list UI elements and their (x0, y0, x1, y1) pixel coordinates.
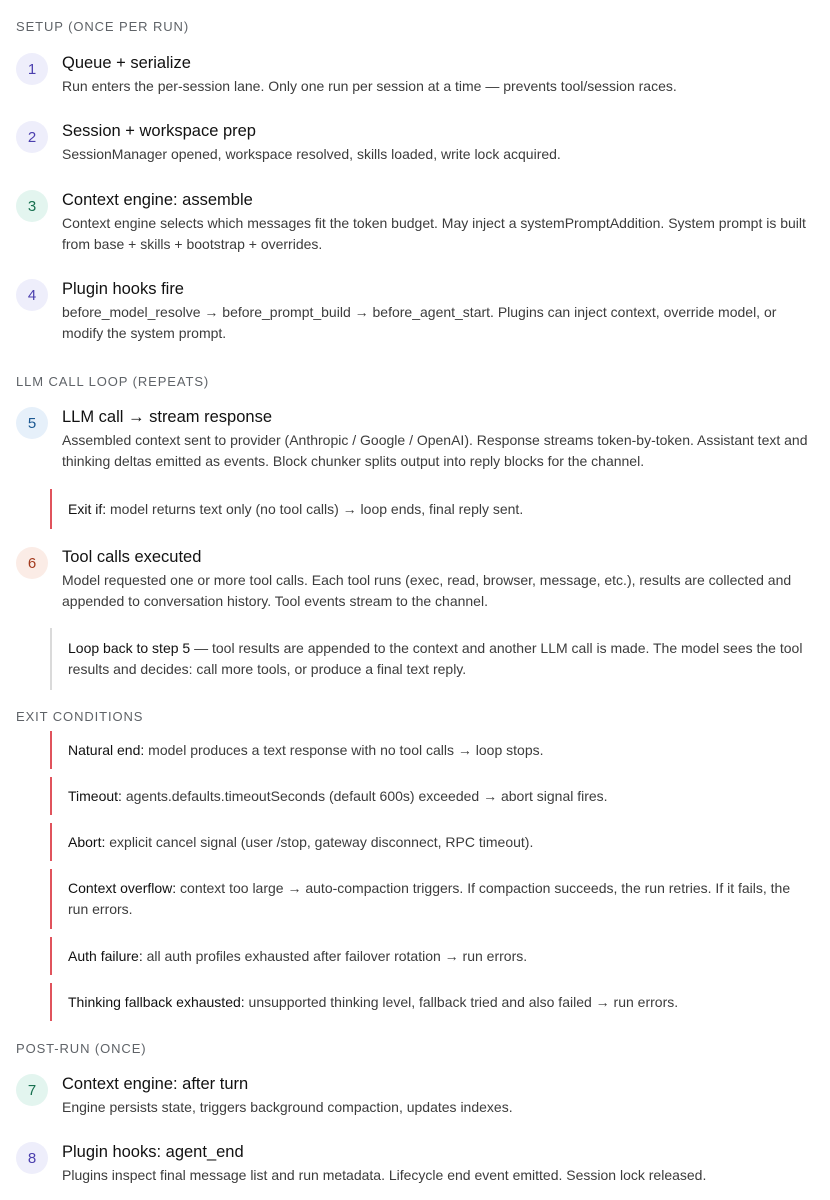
step-title: Context engine: after turn (62, 1075, 249, 1093)
section-title-loop: LLM CALL LOOP (REPEATS) (16, 374, 210, 389)
note-text: context too large → auto-compaction triggers. If compaction succeeds, the run retries. If it fails, the run errors. (68, 880, 791, 917)
step-title: Plugin hooks fire (62, 280, 184, 298)
step-description: Assembled context sent to provider (Anthropic / Google / OpenAI). Response streams token-by-token. Assistant text and thinking deltas emitted as events. Block chunker splits output into reply blocks for the channel. (62, 432, 808, 469)
step-badge: 4 (16, 279, 48, 311)
exit-condition-timeout (50, 777, 810, 815)
exit-condition-abort (50, 823, 810, 861)
step-badge: 6 (16, 547, 48, 579)
note-text: agents.defaults.timeoutSeconds (default 600s) exceeded → abort signal fires. (121, 787, 608, 804)
section-title-setup: SETUP (ONCE PER RUN) (16, 19, 190, 34)
exit-condition-auth-failure (50, 937, 810, 975)
note-text: unsupported thinking level, fallback tried and also failed → run errors. (244, 993, 679, 1010)
section-title-exit: EXIT CONDITIONS (16, 709, 144, 724)
step-description: SessionManager opened, workspace resolved, skills loaded, write lock acquired. (62, 146, 561, 162)
note-label: Context overflow: (68, 880, 177, 896)
note-text: explicit cancel signal (user /stop, gateway disconnect, RPC timeout). (105, 833, 534, 850)
note-label: Timeout: (68, 787, 122, 804)
note-label: Natural end: (68, 741, 145, 758)
step-title: Plugin hooks: agent_end (62, 1143, 244, 1161)
loop-back-note (50, 628, 810, 690)
section-title-post: POST-RUN (ONCE) (16, 1041, 147, 1056)
step-title: Session + workspace prep (62, 122, 256, 140)
step-badge: 5 (16, 407, 48, 439)
step-description: Model requested one or more tool calls. Each tool runs (exec, read, browser, message, etc.), results are collected and appended to conversation history. Tool events stream to the channel. (62, 572, 792, 609)
step-badge: 2 (16, 121, 48, 153)
step-title: LLM call → stream response (62, 408, 272, 426)
step-description: Engine persists state, triggers background compaction, updates indexes. (62, 1099, 513, 1115)
note-text: — tool results are appended to the context and another LLM call is made. The model sees the tool results and decides: call more tools, or produce a final text reply. (68, 640, 803, 677)
exit-condition-natural-end (50, 731, 810, 769)
note-label: Exit if: (68, 500, 107, 517)
step-title: Tool calls executed (62, 548, 202, 566)
step-description: before_model_resolve → before_prompt_build → before_agent_start. Plugins can inject context, override model, or modify the system prompt. (62, 304, 777, 341)
step-description: Plugins inspect final message list and run metadata. Lifecycle end event emitted. Session lock released. (62, 1167, 707, 1183)
exit-condition-context-overflow (50, 869, 810, 929)
note-label: Loop back to step 5 (68, 640, 191, 656)
step-badge: 1 (16, 53, 48, 85)
step-title: Queue + serialize (62, 54, 191, 72)
note-text: all auth profiles exhausted after failover rotation → run errors. (142, 947, 528, 964)
note-text: model returns text only (no tool calls) → loop ends, final reply sent. (106, 500, 524, 517)
step-title: Context engine: assemble (62, 191, 253, 209)
exit-if-note (50, 489, 810, 529)
step-description: Run enters the per-session lane. Only one run per session at a time — prevents tool/session races. (62, 78, 677, 94)
note-label: Thinking fallback exhausted: (68, 993, 245, 1010)
note-label: Auth failure: (68, 947, 143, 964)
note-label: Abort: (68, 833, 106, 850)
step-badge: 3 (16, 190, 48, 222)
exit-condition-thinking-fallback (50, 983, 810, 1021)
step-badge: 7 (16, 1074, 48, 1106)
step-badge: 8 (16, 1142, 48, 1174)
note-text: model produces a text response with no tool calls → loop stops. (144, 741, 544, 758)
step-description: Context engine selects which messages fit the token budget. May inject a systemPromptAddition. System prompt is built from base + skills + bootstrap + overrides. (62, 215, 806, 252)
